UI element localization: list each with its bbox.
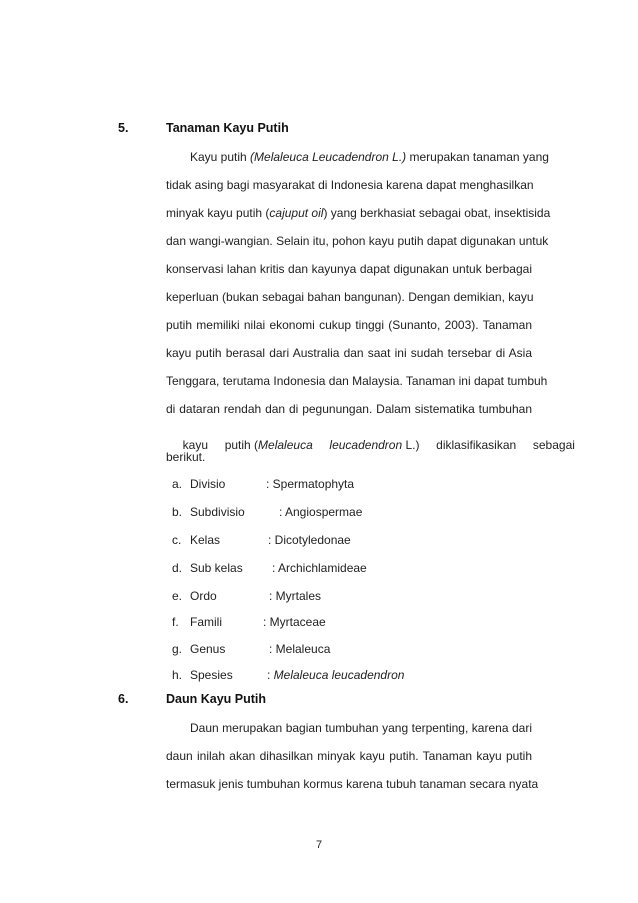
classification-row: [172, 561, 367, 575]
taxon-rank: Ordo: [190, 589, 217, 603]
taxon-rank: Genus: [190, 642, 226, 656]
taxon-rank: Spesies: [190, 668, 233, 682]
paragraph-line: daun inilah akan dihasilkan minyak kayu putih. Tanaman kayu putih: [166, 749, 532, 763]
paragraph-line: di dataran rendah dan di pegunungan. Dalam sistematika tumbuhan: [166, 402, 532, 416]
list-letter: c.: [172, 533, 182, 547]
list-letter: b.: [172, 505, 183, 519]
classification-row: [172, 668, 405, 682]
italic-text-run: cajuput oil: [269, 206, 324, 220]
taxon-rank: Divisio: [190, 477, 226, 491]
paragraph-line: berikut.: [166, 450, 206, 464]
text-run: merupakan tanaman yang: [406, 150, 549, 164]
list-letter: a.: [172, 477, 183, 491]
paragraph-line: tidak asing bagi masyarakat di Indonesia karena dapat menghasilkan: [166, 178, 534, 192]
taxon-rank: Subdivisio: [190, 505, 245, 519]
classification-row: [172, 477, 355, 491]
taxon-value: : Myrtaceae: [263, 615, 326, 629]
list-letter: d.: [172, 561, 183, 575]
taxon-value: : Melaleuca: [269, 642, 331, 656]
list-letter: h.: [172, 668, 183, 682]
section-5-number: 5.: [118, 121, 129, 135]
taxon-value: : Spermatophyta: [266, 477, 355, 491]
paragraph-line: keperluan (bukan sebagai bahan bangunan). Dengan demikian, kayu: [166, 290, 534, 304]
classification-row: [172, 589, 322, 603]
text-run: kayu putih (: [179, 438, 259, 452]
paragraph-line: Tenggara, terutama Indonesia dan Malaysia. Tanaman ini dapat tumbuh: [166, 374, 548, 388]
text-run: Kayu putih: [190, 150, 251, 164]
classification-row: [172, 642, 331, 656]
paragraph-line: [190, 150, 549, 164]
paragraph-line: termasuk jenis tumbuhan kormus karena tubuh tanaman secara nyata: [166, 777, 539, 791]
italic-text-run: leucadendron: [329, 438, 403, 452]
italic-text-run: (Melaleuca Leucadendron L.): [250, 150, 407, 164]
page-number: 7: [315, 839, 323, 851]
paragraph-line: dan wangi-wangian. Selain itu, pohon kayu putih dapat digunakan untuk: [166, 234, 549, 248]
taxon-value: : Dicotyledonae: [268, 533, 351, 547]
section-5-heading: [118, 121, 289, 135]
taxon-value: : Archichlamideae: [272, 561, 367, 575]
paragraph-line: [166, 206, 551, 220]
taxon-rank: Kelas: [190, 533, 221, 547]
taxon-value: : Melaleuca leucadendron: [267, 668, 405, 682]
list-letter: e.: [172, 589, 183, 603]
classification-row: [172, 505, 363, 519]
text-run: ) yang berkhasiat sebagai obat, insektisida: [323, 206, 551, 220]
classification-row: [172, 533, 351, 547]
classification-row: [172, 615, 326, 629]
text-run: minyak kayu putih (: [166, 206, 270, 220]
paragraph-line: konservasi lahan kritis dan kayunya dapat digunakan untuk berbagai: [166, 262, 532, 276]
italic-text-run: Melaleuca: [258, 438, 313, 452]
list-letter: f.: [172, 615, 179, 629]
taxon-rank: Famili: [190, 615, 222, 629]
taxon-value: : Angiospermae: [279, 505, 363, 519]
section-6-heading: [118, 692, 266, 706]
list-letter: g.: [172, 642, 183, 656]
text-run: L.) diklasifikasikan sebagai: [402, 438, 575, 452]
taxon-rank: Sub kelas: [190, 561, 243, 575]
section-6-number: 6.: [118, 692, 129, 706]
paragraph-line: Daun merupakan bagian tumbuhan yang terpenting, karena dari: [190, 721, 532, 735]
paragraph-line: putih memiliki nilai ekonomi cukup tinggi (Sunanto, 2003). Tanaman: [166, 318, 532, 332]
taxon-value: : Myrtales: [269, 589, 322, 603]
paragraph-line: kayu putih berasal dari Australia dan saat ini sudah tersebar di Asia: [166, 346, 532, 360]
section-5-title: Tanaman Kayu Putih: [166, 121, 289, 135]
section-6-title: Daun Kayu Putih: [166, 692, 267, 706]
